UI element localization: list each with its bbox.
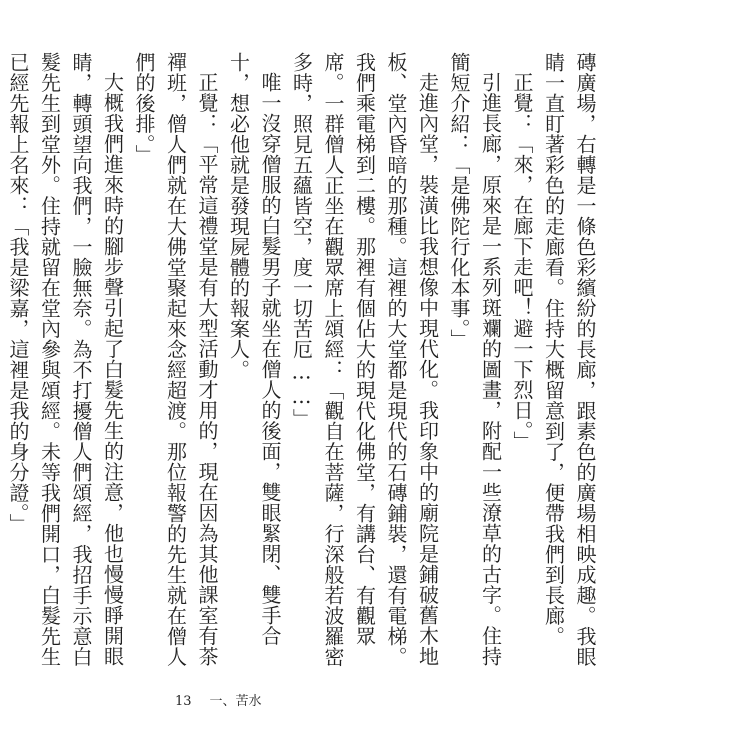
paragraph-6: 正覺：「平常這禮堂是有大型活動才用的，現在因為其他課室有茶禪班，僧人們就在大佛堂聚起來念經超渡。那位報警的先生就在僧人們的後排。」 (132, 52, 219, 667)
paragraph-1: 磚廣場，右轉是一條色彩繽紛的長廊，跟素色的廣場相映成趣。我眼睛一直盯著彩色的走廊看。住持大概留意到了，便帶我們到長廊。 (541, 52, 597, 667)
page-number: 13 (175, 694, 192, 709)
paragraph-2: 正覺：「來，在廊下走吧！避一下烈日。」 (510, 72, 534, 452)
paragraph-8 (0, 52, 2, 677)
paragraph-4: 走進內堂，裝潢比我想像中現代化。我印象中的廟院是鋪破舊木地板、堂內昏暗的那種。這裡的大堂都是現代的石磚鋪裝，還有電梯。我們乘電梯到二樓。那裡有個佔大的現代化佛堂，有講台、有觀眾席。一群僧人正坐在觀眾席上頌經：「觀自在菩薩，行深般若波羅密多時，照見五蘊皆空，度一切苦厄……」 (289, 52, 440, 667)
paragraph-5: 唯一沒穿僧服的白髮男子就坐在僧人的後面，雙眼緊閉、雙手合十，想必他就是發現屍體的報案人。 (226, 52, 282, 646)
body-text (0, 52, 600, 677)
chapter-title: 一、苦水 (209, 694, 262, 709)
paragraph-3: 引進長廊，原來是一系列斑斕的圖畫，附配一些潦草的古字。住持簡短介紹：「是佛陀行化本事。」 (447, 52, 503, 667)
page-footer (175, 690, 262, 709)
paragraph-7: 大概我們進來時的腳步聲引起了白髮先生的注意，他也慢慢睜開眼睛，轉頭望向我們，一臉無奈。為不打擾僧人們頌經，我招手示意白髮先生到堂外。住持就留在堂內參與頌經。未等我們開口，白髮先生已經先報上名來：「我是梁嘉，這裡是我的身分證。」 (6, 52, 125, 667)
